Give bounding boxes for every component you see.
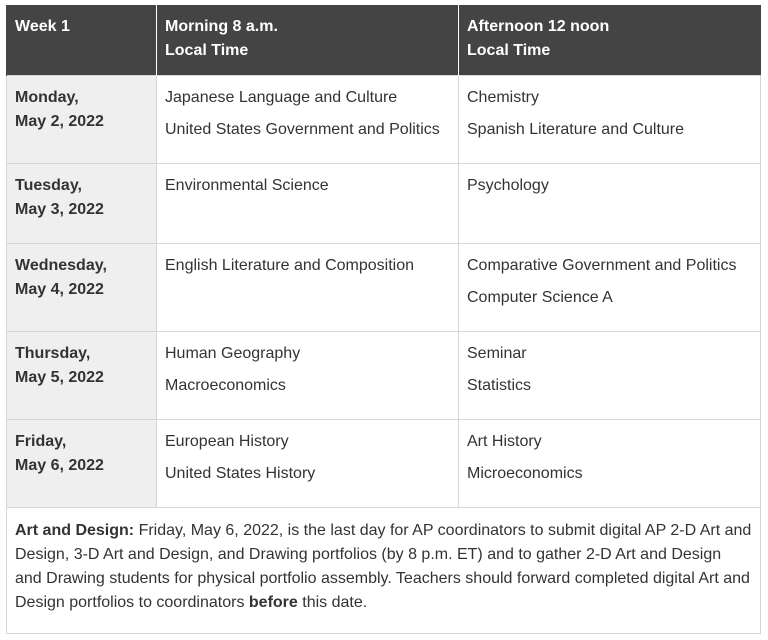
table-row (7, 420, 761, 508)
table-row (7, 244, 761, 332)
day-cell (7, 332, 157, 420)
exam-name: Environmental Science (165, 177, 329, 194)
week-label: Week 1 (15, 18, 70, 35)
exam-name: United States Government and Politics (165, 121, 440, 138)
day-cell (7, 164, 157, 244)
morning-subtitle: Local Time (165, 42, 249, 59)
afternoon-cell (459, 332, 761, 420)
schedule-table (6, 5, 761, 634)
day-name: Monday, (15, 89, 79, 106)
exam-name: Art History (467, 433, 542, 450)
afternoon-title: Afternoon 12 noon (467, 18, 610, 35)
day-cell (7, 244, 157, 332)
exam-name: Statistics (467, 377, 532, 394)
day-date: May 6, 2022 (15, 457, 104, 474)
exam-name: Computer Science A (467, 289, 613, 306)
day-date: May 4, 2022 (15, 281, 104, 298)
note-row (7, 508, 761, 634)
exam-schedule (6, 5, 760, 634)
day-name: Wednesday, (15, 257, 107, 274)
exam-name: Macroeconomics (165, 377, 286, 394)
morning-title: Morning 8 a.m. (165, 18, 278, 35)
day-name: Tuesday, (15, 177, 82, 194)
table-row (7, 76, 761, 164)
header-week (7, 5, 157, 76)
afternoon-subtitle: Local Time (467, 42, 551, 59)
afternoon-cell (459, 244, 761, 332)
art-design-note (7, 508, 761, 634)
day-name: Thursday, (15, 345, 91, 362)
header-morning (157, 5, 459, 76)
note-label: Art and Design: (15, 522, 135, 539)
day-cell (7, 420, 157, 508)
exam-name: European History (165, 433, 289, 450)
morning-cell (157, 76, 459, 164)
exam-name: Japanese Language and Culture (165, 89, 398, 106)
day-date: May 3, 2022 (15, 201, 104, 218)
exam-name: United States History (165, 465, 316, 482)
morning-cell (157, 164, 459, 244)
exam-name: Chemistry (467, 89, 540, 106)
day-date: May 5, 2022 (15, 369, 104, 386)
note-text-end: this date. (297, 594, 368, 611)
morning-cell (157, 332, 459, 420)
exam-name: Human Geography (165, 345, 301, 362)
note-emphasis: before (248, 594, 298, 611)
exam-name: Microeconomics (467, 465, 583, 482)
morning-cell (157, 420, 459, 508)
note-text: Friday, May 6, 2022, is the last day for AP coordinators to submit digital AP 2-D Art and Design, 3-D Art and Design, and Drawing portfolios (by 8 p.m. ET) and to gather 2-D Art and Design and Drawing students for physical portfolio assembly. Teachers should forward completed digital Art and Design portfolios to coordinators (15, 522, 752, 611)
table-row (7, 332, 761, 420)
header-afternoon (459, 5, 761, 76)
table-row (7, 164, 761, 244)
exam-name: Psychology (467, 177, 549, 194)
header-row (7, 5, 761, 76)
morning-cell (157, 244, 459, 332)
exam-name: Comparative Government and Politics (467, 257, 737, 274)
day-cell (7, 76, 157, 164)
day-date: May 2, 2022 (15, 113, 104, 130)
day-name: Friday, (15, 433, 67, 450)
afternoon-cell (459, 164, 761, 244)
exam-name: Spanish Literature and Culture (467, 121, 685, 138)
exam-name: English Literature and Composition (165, 257, 415, 274)
afternoon-cell (459, 420, 761, 508)
exam-name: Seminar (467, 345, 527, 362)
afternoon-cell (459, 76, 761, 164)
